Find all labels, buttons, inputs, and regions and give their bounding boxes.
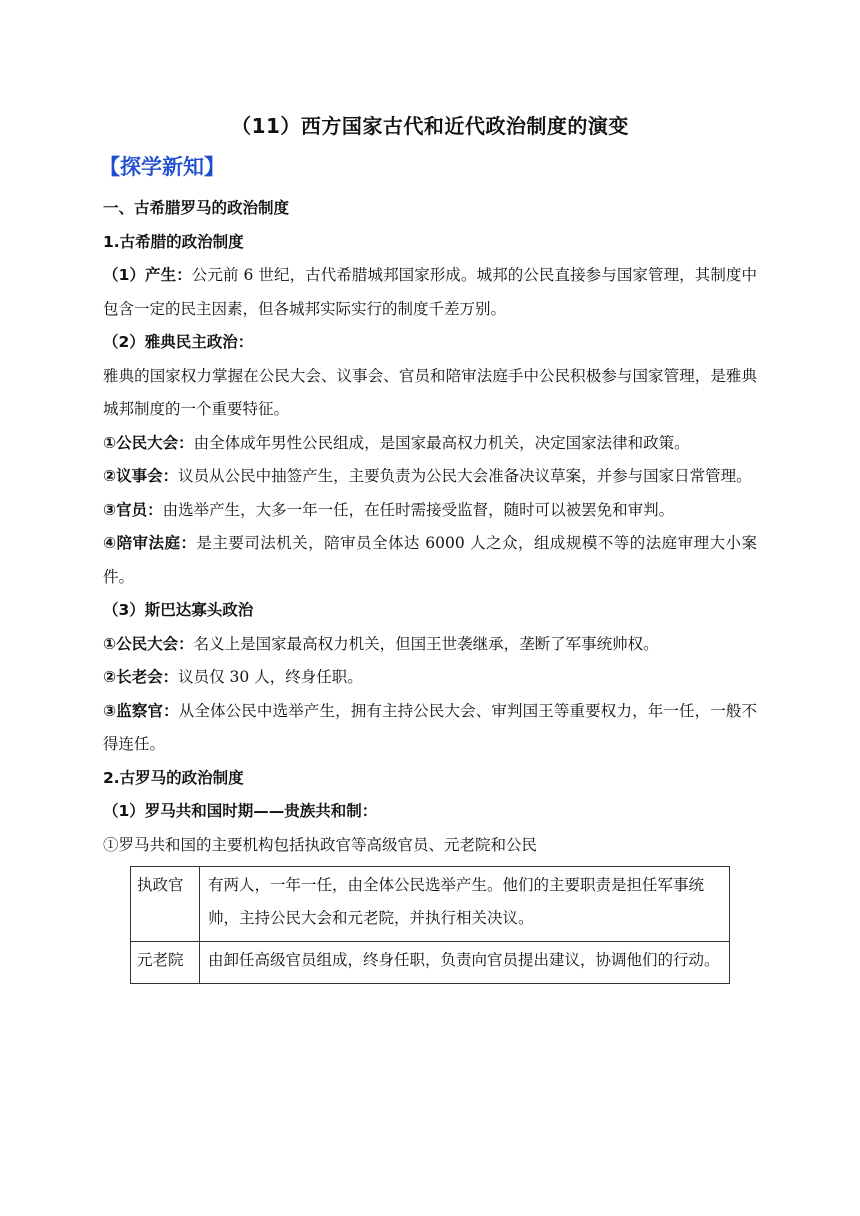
sparta-item-label: ③监察官： <box>103 701 179 720</box>
athens-item-council <box>103 460 757 494</box>
athens-item-officials <box>103 494 757 528</box>
heading-athens-democracy: （2）雅典民主政治： <box>103 333 254 351</box>
paragraph-origin <box>103 259 757 326</box>
text-origin: 公元前 6 世纪，古代希腊城邦国家形成。城邦的公民直接参与国家管理，其制度中包含一定的民主因素，但各城邦实际实行的制度千差万别。 <box>103 266 758 318</box>
heading-roman-republic: （1）罗马共和国时期——贵族共和制： <box>103 802 378 820</box>
athens-item-text: 是主要司法机关，陪审员全体达 6000 人之众，组成规模不等的法庭审理大小案件。 <box>103 534 757 586</box>
sparta-item-label: ①公民大会： <box>103 634 194 653</box>
document-page <box>99 108 758 984</box>
paragraph-rome-intro: ①罗马共和国的主要机构包括执政官等高级官员、元老院和公民 <box>103 835 538 854</box>
sparta-item-assembly <box>103 628 757 662</box>
athens-item-assembly <box>103 427 757 461</box>
athens-item-text: 由全体成年男性公民组成，是国家最高权力机关，决定国家法律和政策。 <box>193 433 690 452</box>
athens-item-label: ②议事会： <box>103 467 179 485</box>
heading-rome-politics: 2.古罗马的政治制度 <box>103 768 244 787</box>
heading-ancient-greece-rome: 一、古希腊罗马的政治制度 <box>103 199 290 217</box>
sparta-item-text: 名义上是国家最高权力机关，但国王世袭继承，垄断了军事统帅权。 <box>193 634 659 653</box>
heading-greece-politics: 1.古希腊的政治制度 <box>103 232 244 251</box>
table-row <box>131 867 730 942</box>
paragraph-athens-intro: 雅典的国家权力掌握在公民大会、议事会、官员和陪审法庭手中公民积极参与国家管理，是雅典城邦制度的一个重要特征。 <box>103 366 757 418</box>
sparta-item-elders <box>103 661 757 695</box>
sparta-item-label: ②长老会： <box>103 668 179 686</box>
section-tag: 【探学新知】 <box>99 155 225 179</box>
sparta-item-ephors <box>103 695 757 762</box>
athens-item-text: 议员从公民中抽签产生，主要负责为公民大会准备决议草案，并参与国家日常管理。 <box>178 467 752 485</box>
table-cell-key: 执政官 <box>131 867 200 942</box>
table-cell-value: 有两人，一年一任，由全体公民选举产生。他们的主要职责是担任军事统帅，主持公民大会和元老院，并执行相关决议。 <box>200 867 730 942</box>
sparta-item-text: 议员仅 30 人，终身任职。 <box>178 668 363 686</box>
athens-item-label: ③官员： <box>103 500 163 519</box>
table-cell-key: 元老院 <box>131 942 200 984</box>
athens-item-label: ④陪审法庭： <box>103 534 197 552</box>
sparta-item-text: 从全体公民中选举产生，拥有主持公民大会、审判国王等重要权力，年一任，一般不得连任。 <box>103 701 757 753</box>
table-cell-value: 由卸任高级官员组成，终身任职，负责向官员提出建议，协调他们的行动。 <box>200 942 730 984</box>
label-origin: （1）产生： <box>103 266 192 284</box>
athens-item-label: ①公民大会： <box>103 433 194 452</box>
athens-item-text: 由选举产生，大多一年一任，在任时需接受监督，随时可以被罢免和审判。 <box>162 500 675 519</box>
document-title: （11）西方国家古代和近代政治制度的演变 <box>231 114 629 138</box>
heading-sparta-oligarchy: （3）斯巴达寡头政治 <box>103 601 254 619</box>
table-row <box>131 942 730 984</box>
roman-institutions-table <box>130 866 730 984</box>
athens-item-jury-court <box>103 527 757 594</box>
